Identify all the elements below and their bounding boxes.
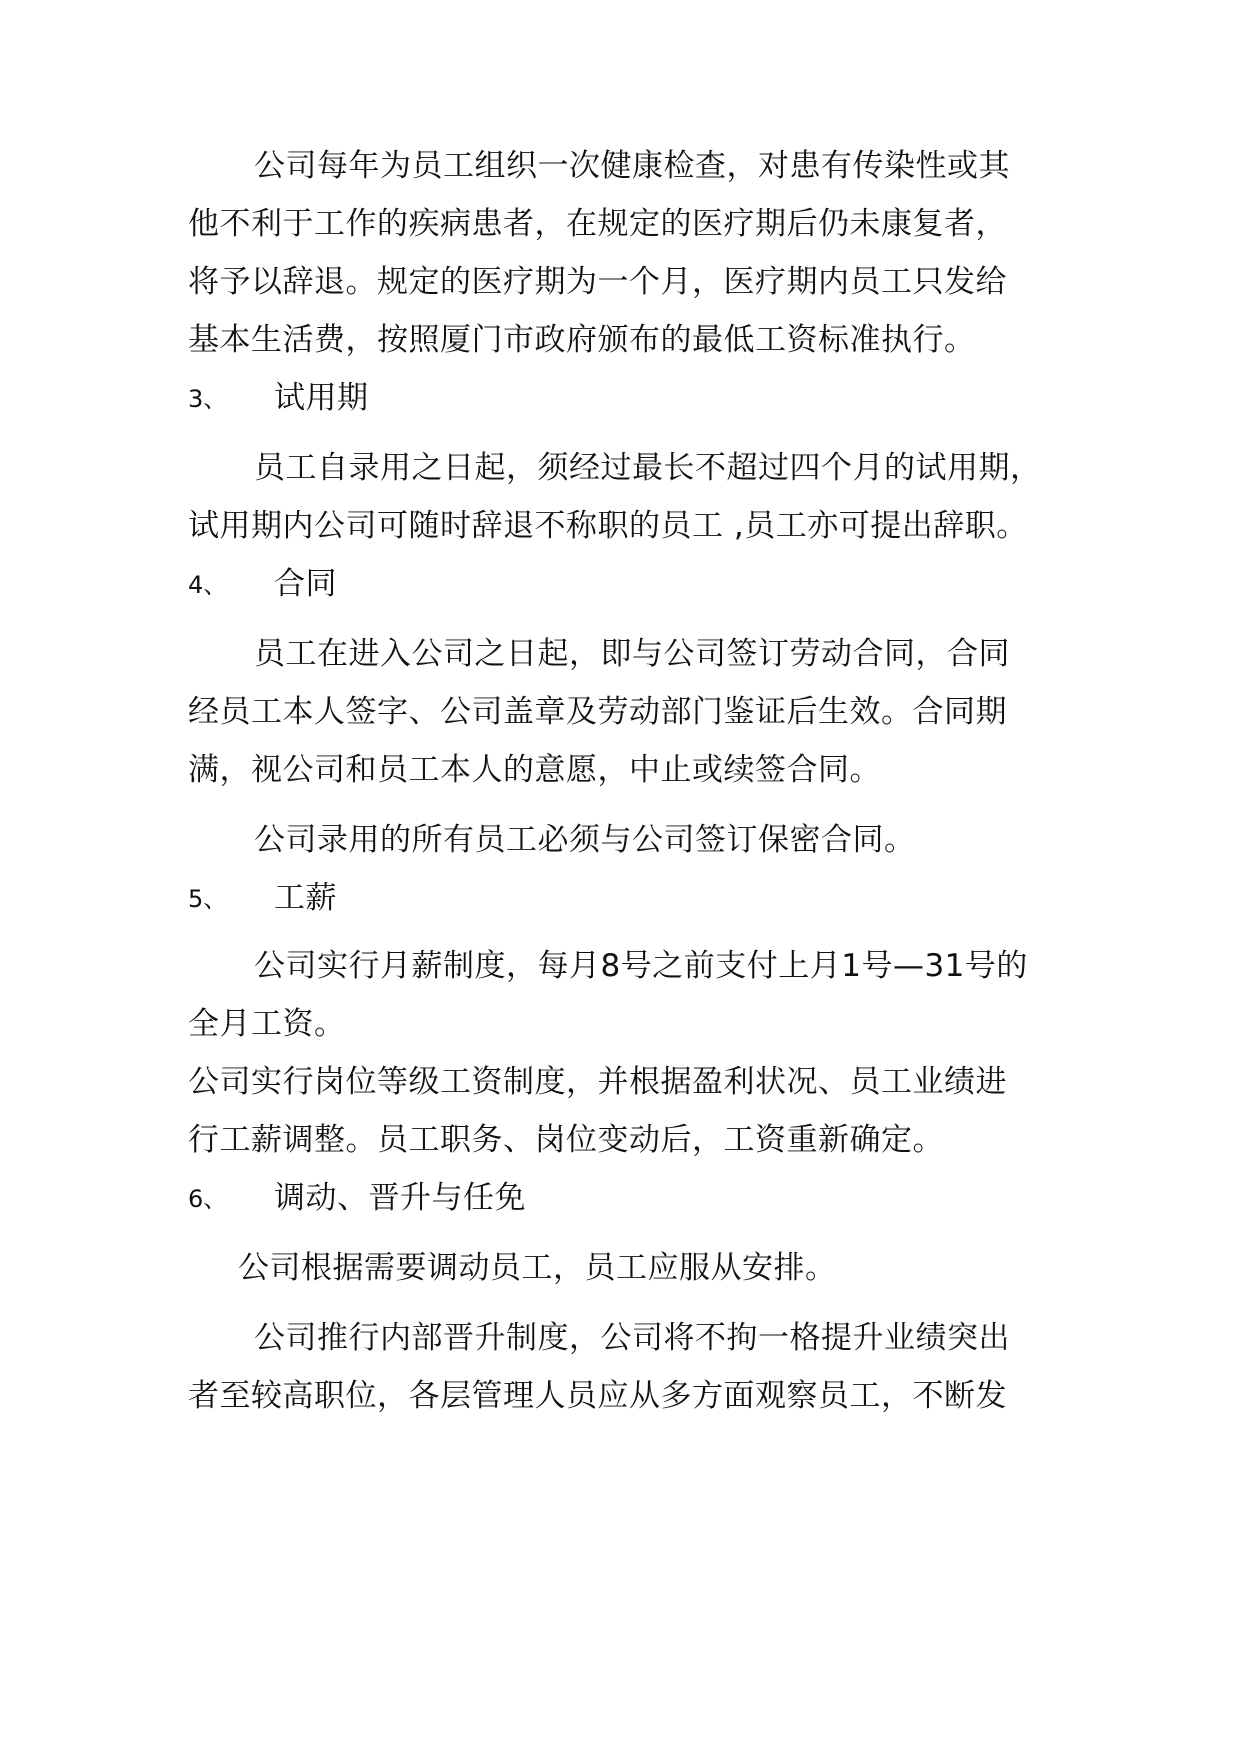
transfer-paragraph-line-1: 公司根据需要调动员工，员工应服从安排。 <box>238 1250 837 1286</box>
confidential-paragraph-line-1: 公司录用的所有员工必须与公司签订保密合同。 <box>254 822 916 858</box>
health-paragraph-line-3: 将予以辞退。规定的医疗期为一个月，医疗期内员工只发给 <box>188 264 1007 300</box>
contract-paragraph-line-1: 员工在进入公司之日起，即与公司签订劳动合同，合同 <box>254 636 1010 672</box>
section-3-title: 试用期 <box>274 380 369 416</box>
contract-paragraph-line-3: 满，视公司和员工本人的意愿，中止或续签合同。 <box>188 752 881 788</box>
section-4-number: 4、 <box>188 571 228 599</box>
probation-paragraph-line-1: 员工自录用之日起，须经过最长不超过四个月的试用期， <box>254 450 1042 486</box>
contract-paragraph-line-2: 经员工本人签字、公司盖章及劳动部门鉴证后生效。合同期 <box>188 694 1007 730</box>
promotion-paragraph-line-2: 者至较高职位，各层管理人员应从多方面观察员工，不断发 <box>188 1378 1007 1414</box>
health-paragraph-line-2: 他不利于工作的疾病患者，在规定的医疗期后仍未康复者， <box>188 206 1007 242</box>
health-paragraph-line-1: 公司每年为员工组织一次健康检查，对患有传染性或其 <box>254 148 1010 184</box>
salary-paragraph-line-1: 公司实行月薪制度，每月8号之前支付上月1号—31号的 <box>254 948 1028 984</box>
health-paragraph-line-4: 基本生活费，按照厦门市政府颁布的最低工资标准执行。 <box>188 322 976 358</box>
section-5-title: 工薪 <box>274 880 337 916</box>
section-6-number: 6、 <box>188 1185 228 1213</box>
promotion-paragraph-line-1: 公司推行内部晋升制度，公司将不拘一格提升业绩突出 <box>254 1320 1010 1356</box>
salary-paragraph-line-2: 全月工资。 <box>188 1006 346 1042</box>
probation-paragraph-line-2: 试用期内公司可随时辞退不称职的员工 ,员工亦可提出辞职。 <box>188 508 1028 544</box>
grade-paragraph-line-1: 公司实行岗位等级工资制度，并根据盈利状况、员工业绩进 <box>188 1064 1007 1100</box>
section-6-title: 调动、晋升与任免 <box>274 1180 526 1216</box>
section-5-number: 5、 <box>188 885 228 913</box>
section-4-title: 合同 <box>274 566 337 602</box>
section-3-number: 3、 <box>188 385 228 413</box>
grade-paragraph-line-2: 行工薪调整。员工职务、岗位变动后，工资重新确定。 <box>188 1122 944 1158</box>
